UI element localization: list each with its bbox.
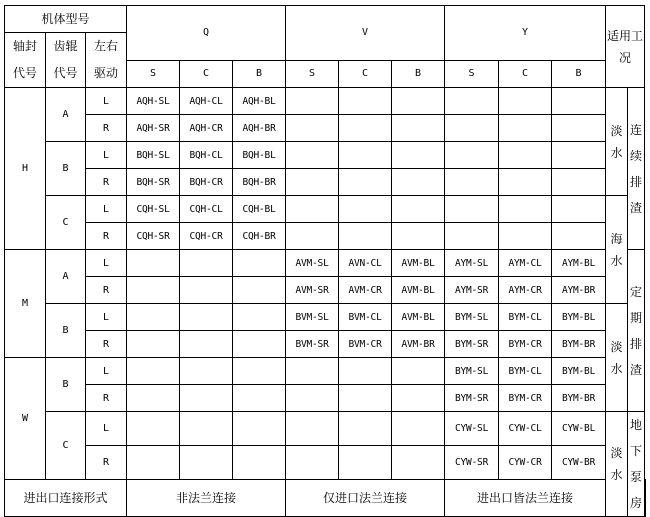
model-code-cell: AVM-BR [392, 331, 445, 358]
model-code-cell [339, 88, 392, 115]
model-code-cell [392, 445, 445, 479]
drive-direction: R [86, 445, 127, 479]
model-code-cell [127, 358, 180, 385]
model-code-cell: BYM-SL [445, 358, 499, 385]
model-code-cell: BQH-CR [180, 169, 233, 196]
model-code-cell: AYM-BL [552, 250, 606, 277]
model-code-cell [180, 412, 233, 446]
model-code-cell: AYM-SR [445, 277, 499, 304]
model-code-cell: BYM-CL [499, 304, 552, 331]
model-code-cell [445, 169, 499, 196]
model-code-cell [180, 304, 233, 331]
model-code-cell [286, 385, 339, 412]
model-code-cell: AVM-BL [392, 304, 445, 331]
model-code-cell: AYM-BR [552, 277, 606, 304]
model-code-cell: CYW-SR [445, 445, 499, 479]
model-code-cell [286, 169, 339, 196]
model-code-cell: BYM-SL [445, 304, 499, 331]
water-condition-text: 海水 [610, 231, 623, 268]
model-code-cell [392, 196, 445, 223]
footer-connection-label: 进出口连接形式 [5, 479, 127, 517]
drive-direction: R [86, 169, 127, 196]
model-code-cell [180, 358, 233, 385]
model-code-cell [392, 115, 445, 142]
model-code-cell: CQH-SR [127, 223, 180, 250]
gear-roller-code: C [46, 196, 86, 250]
model-code-cell [180, 445, 233, 479]
drive-direction: R [86, 331, 127, 358]
drive-direction: L [86, 142, 127, 169]
model-code-cell: AQH-SL [127, 88, 180, 115]
model-code-cell [233, 445, 286, 479]
drive-direction: R [86, 385, 127, 412]
drive-direction: L [86, 250, 127, 277]
model-code-cell: BQH-BL [233, 142, 286, 169]
water-condition [606, 196, 628, 304]
model-code-cell [180, 250, 233, 277]
model-code-cell [339, 169, 392, 196]
model-code-cell [392, 88, 445, 115]
model-code-cell [499, 142, 552, 169]
model-code-cell [445, 142, 499, 169]
model-code-cell [552, 88, 606, 115]
header-drive [86, 33, 127, 88]
shaft-seal-code: H [5, 88, 46, 250]
model-code-cell [127, 445, 180, 479]
model-code-cell [233, 277, 286, 304]
drive-direction: R [86, 223, 127, 250]
header-series-y: Y [445, 6, 606, 61]
model-code-cell [392, 169, 445, 196]
model-code-cell [392, 385, 445, 412]
model-code-cell: BVM-SL [286, 304, 339, 331]
model-code-cell [286, 88, 339, 115]
operating-mode-text: 连续排渣 [630, 122, 643, 215]
model-code-cell: AQH-BR [233, 115, 286, 142]
model-code-cell [552, 115, 606, 142]
header-shaft-seal-text: 轴封代号 [12, 39, 37, 80]
sub-header-v-s: S [286, 60, 339, 88]
sub-header-v-c: C [339, 60, 392, 88]
model-code-cell [180, 331, 233, 358]
model-code-cell: AYM-CL [499, 250, 552, 277]
model-code-cell: BYM-SR [445, 331, 499, 358]
model-code-cell [339, 142, 392, 169]
model-code-cell [180, 277, 233, 304]
model-code-cell: BQH-BR [233, 169, 286, 196]
operating-mode [628, 250, 645, 412]
model-code-cell: BYM-SR [445, 385, 499, 412]
model-code-cell: AYM-CR [499, 277, 552, 304]
drive-direction: L [86, 412, 127, 446]
drive-direction: L [86, 88, 127, 115]
model-code-cell: AVM-CR [339, 277, 392, 304]
model-code-cell: CYW-BR [552, 445, 606, 479]
model-code-cell: AVM-SR [286, 277, 339, 304]
header-gear-roller [46, 33, 86, 88]
gear-roller-code: A [46, 250, 86, 304]
model-code-cell [286, 196, 339, 223]
model-code-cell: BYM-BR [552, 385, 606, 412]
water-condition [606, 412, 628, 517]
model-code-cell: CQH-BR [233, 223, 286, 250]
model-code-cell [552, 223, 606, 250]
model-code-cell [339, 412, 392, 446]
model-code-cell [499, 115, 552, 142]
drive-direction: R [86, 115, 127, 142]
model-code-cell [339, 223, 392, 250]
model-code-cell [180, 385, 233, 412]
model-code-cell: BVM-CL [339, 304, 392, 331]
model-code-cell [552, 142, 606, 169]
model-code-cell [286, 445, 339, 479]
model-code-cell: BYM-BL [552, 304, 606, 331]
drive-direction: L [86, 304, 127, 331]
model-code-cell: AVM-BL [392, 250, 445, 277]
operating-mode-text: 地下泵房 [630, 418, 643, 510]
model-code-cell: CYW-SL [445, 412, 499, 446]
header-series-q: Q [127, 6, 286, 61]
header-shaft-seal [5, 33, 46, 88]
model-code-cell [339, 115, 392, 142]
model-code-cell [499, 88, 552, 115]
header-machine-model: 机体型号 [5, 6, 127, 33]
header-drive-text: 左右驱动 [94, 39, 119, 80]
model-code-cell [233, 385, 286, 412]
shaft-seal-code: W [5, 358, 46, 480]
header-applicable-text: 适用工况 [607, 28, 644, 65]
model-code-cell [233, 412, 286, 446]
model-code-cell: BYM-CR [499, 331, 552, 358]
model-code-cell [392, 223, 445, 250]
drive-direction: L [86, 196, 127, 223]
model-code-cell [339, 445, 392, 479]
model-code-cell [445, 196, 499, 223]
model-code-cell: BQH-SL [127, 142, 180, 169]
model-code-cell: CQH-BL [233, 196, 286, 223]
model-code-cell [499, 196, 552, 223]
footer-empty-cell [645, 479, 646, 517]
model-code-cell: BYM-CR [499, 385, 552, 412]
drive-direction: R [86, 277, 127, 304]
sub-header-v-b: B [392, 60, 445, 88]
gear-roller-code: C [46, 412, 86, 480]
sub-header-y-s: S [445, 60, 499, 88]
footer-v-connection: 仅进口法兰连接 [286, 479, 445, 517]
gear-roller-code: B [46, 304, 86, 358]
model-code-cell [127, 331, 180, 358]
model-code-cell: CQH-CL [180, 196, 233, 223]
footer-q-connection: 非法兰连接 [127, 479, 286, 517]
model-code-cell: CQH-CR [180, 223, 233, 250]
model-code-cell [286, 142, 339, 169]
header-series-v: V [286, 6, 445, 61]
model-code-cell: CYW-CR [499, 445, 552, 479]
gear-roller-code: B [46, 358, 86, 412]
operating-mode [628, 88, 645, 250]
model-code-cell [392, 358, 445, 385]
sub-header-q-b: B [233, 60, 286, 88]
model-code-cell: BYM-BR [552, 331, 606, 358]
model-code-cell: AVN-CL [339, 250, 392, 277]
model-code-cell [339, 196, 392, 223]
shaft-seal-code: M [5, 250, 46, 358]
model-code-cell [286, 223, 339, 250]
operating-mode-text: 定期排渣 [630, 284, 643, 377]
sub-header-y-b: B [552, 60, 606, 88]
model-code-cell [127, 385, 180, 412]
model-code-cell: CYW-CL [499, 412, 552, 446]
model-code-cell [286, 115, 339, 142]
model-code-cell: AQH-CL [180, 88, 233, 115]
model-code-cell [127, 304, 180, 331]
model-code-cell: AQH-CR [180, 115, 233, 142]
gear-roller-code: B [46, 142, 86, 196]
model-code-cell [233, 250, 286, 277]
model-code-cell [499, 223, 552, 250]
model-code-cell: BQH-SR [127, 169, 180, 196]
water-condition-text: 淡水 [610, 339, 623, 376]
header-applicable [606, 6, 645, 88]
model-code-cell [286, 358, 339, 385]
sub-header-y-c: C [499, 60, 552, 88]
model-code-cell [445, 115, 499, 142]
model-code-cell [233, 331, 286, 358]
footer-y-connection: 进出口皆法兰连接 [445, 479, 606, 517]
model-code-cell [233, 358, 286, 385]
model-code-cell [552, 169, 606, 196]
model-code-cell [552, 196, 606, 223]
model-code-cell: BQH-CL [180, 142, 233, 169]
sub-header-q-s: S [127, 60, 180, 88]
drive-direction: L [86, 358, 127, 385]
model-code-table [4, 5, 646, 517]
model-code-cell [392, 412, 445, 446]
model-code-cell [499, 169, 552, 196]
model-code-cell: BYM-BL [552, 358, 606, 385]
model-code-cell: AQH-SR [127, 115, 180, 142]
model-code-cell [392, 142, 445, 169]
header-gear-roller-text: 齿辊代号 [53, 39, 78, 80]
model-code-cell: CQH-SL [127, 196, 180, 223]
model-code-cell: AVM-BL [392, 277, 445, 304]
model-code-cell: BVM-CR [339, 331, 392, 358]
operating-mode [628, 412, 645, 517]
model-code-cell: BVM-SR [286, 331, 339, 358]
model-code-cell [127, 250, 180, 277]
model-code-cell: AQH-BL [233, 88, 286, 115]
gear-roller-code: A [46, 88, 86, 142]
water-condition-text: 淡水 [610, 446, 623, 482]
water-condition-text: 淡水 [610, 123, 623, 160]
model-code-cell: CYW-BL [552, 412, 606, 446]
model-code-cell: AYM-SL [445, 250, 499, 277]
model-code-cell: BYM-CL [499, 358, 552, 385]
model-code-cell [339, 358, 392, 385]
sub-header-q-c: C [180, 60, 233, 88]
model-code-cell [286, 412, 339, 446]
water-condition [606, 304, 628, 412]
model-code-cell [233, 304, 286, 331]
model-code-cell [127, 277, 180, 304]
model-code-cell [339, 385, 392, 412]
model-code-cell: AVM-SL [286, 250, 339, 277]
model-code-cell [127, 412, 180, 446]
water-condition [606, 88, 628, 196]
model-code-cell [445, 88, 499, 115]
model-code-cell [445, 223, 499, 250]
